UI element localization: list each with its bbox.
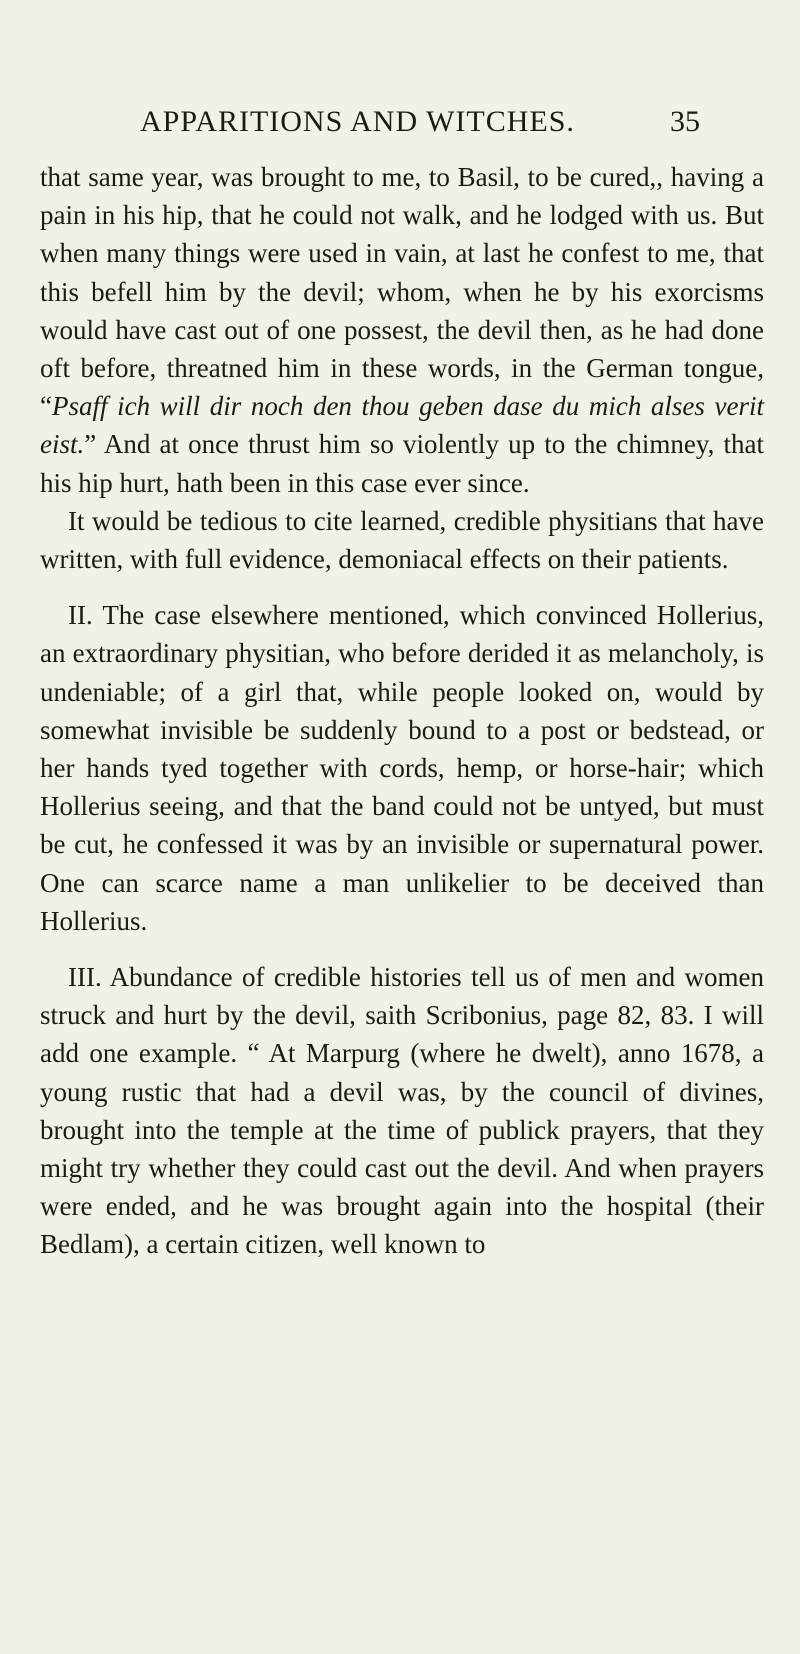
german-quote: Psaff ich will dir noch den thou geben dase du mich alses verit eist.: [40, 391, 764, 460]
paragraph-section-ii: II. The case elsewhere mentioned, which convinced Hollerius, an extraordinary physitian, who before derided it as melancholy, is undeniable; of a girl that, while people looked on, would by somewhat invisible be suddenly bound to a post or bedstead, or her hands tyed together with cords, hemp, or horse-hair; which Hollerius seeing, and that the band could not be untyed, but must be cut, he confessed it was by an invisible or supernatural power. One can scarce name a man unlikelier to be deceived than Hollerius.: [40, 600, 764, 936]
page-number: 35: [670, 105, 700, 138]
paragraph-text: that same year, was brought to me, to Basil, to be cured,, having a pain in his hip, that he could not walk, and he lodged with us. But when many things were used in vain, at last he confest to me, that this befell him by the devil; whom, when he by his exorcisms would have cast out of one possest, the devil then, as he had done oft before, threatned him in these words, in the German tongue, “: [40, 162, 764, 422]
paragraph-text: ” And at once thrust him so violently up to the chimney, that his hip hurt, hath been in this case ever since.: [40, 429, 764, 498]
paragraph: It would be tedious to cite learned, credible physitians that have written, with full evidence, demoniacal effects on their patients.: [40, 505, 764, 575]
page-header: [140, 105, 700, 145]
running-head: APPARITIONS AND WITCHES.: [140, 105, 575, 138]
paragraph-continuation: [40, 158, 764, 502]
body-text: [40, 158, 764, 1264]
paragraph-section-iii: III. Abundance of credible histories tell us of men and women struck and hurt by the devil, saith Scribonius, page 82, 83. I will add one example. “ At Marpurg (where he dwelt), anno 1678, a young rustic that had a devil was, by the council of divines, brought into the temple at the time of publick prayers, that they might try whether they could cast out the devil. And when prayers were ended, and he was brought again into the hospital (their Bedlam), a certain citizen, well known to: [40, 962, 764, 1260]
